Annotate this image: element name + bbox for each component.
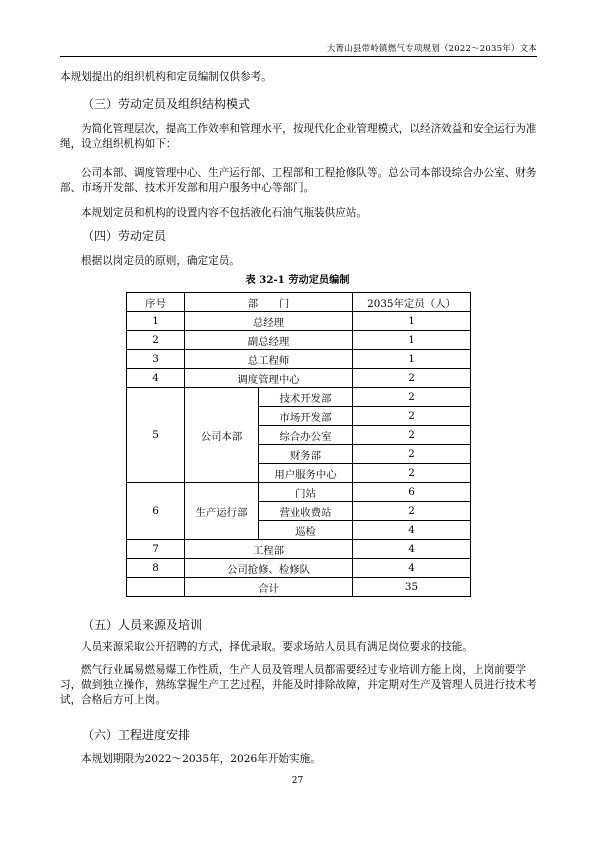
table-header-row <box>127 293 471 312</box>
header-staff: 2035年定员（人） <box>353 293 471 312</box>
row-index: 1 <box>127 312 185 331</box>
header-department: 部 门 <box>185 293 353 312</box>
intro-paragraph: 本规划提出的组织机构和定员编制仅供参考。 <box>60 71 272 83</box>
section-5-paragraph-1: 人员来源采取公开招聘的方式，择优录取。要求场站人员具有满足岗位要求的技能。 <box>81 641 473 653</box>
section-3-paragraph-1: 为简化管理层次，提高工作效率和管理水平，按现代化企业管理模式，以经济效益和安全运行为准绳，设立组织机构如下： <box>60 123 537 150</box>
page-number: 27 <box>291 776 304 786</box>
table-row <box>127 331 471 350</box>
sub-staff: 2 <box>353 388 471 407</box>
sub-department: 用户服务中心 <box>259 464 353 483</box>
table-row <box>127 312 471 331</box>
sub-staff: 4 <box>353 521 471 540</box>
sub-staff: 2 <box>353 426 471 445</box>
table-row <box>127 369 471 388</box>
row-index: 7 <box>127 540 185 559</box>
section-6-heading: （六）工程进度安排 <box>82 728 191 742</box>
section-5-paragraph-2: 燃气行业属易燃易爆工作性质，生产人员及管理人员都需要经过专业培训方能上岗，上岗前要学习，做到独立操作，熟练掌握生产工艺过程，并能及时排除故障，并定期对生产及管理人员进行技术考试，合格后方可上岗。 <box>60 664 537 706</box>
row-index: 3 <box>127 350 185 369</box>
row-staff: 1 <box>353 312 471 331</box>
total-staff: 35 <box>353 578 471 597</box>
sub-department: 综合办公室 <box>259 426 353 445</box>
table-row <box>127 540 471 559</box>
sub-department: 门站 <box>259 483 353 502</box>
group-index: 5 <box>127 388 185 483</box>
row-index: 4 <box>127 369 185 388</box>
sub-staff: 2 <box>353 407 471 426</box>
table-row <box>127 388 471 407</box>
sub-staff: 2 <box>353 445 471 464</box>
sub-staff: 2 <box>353 502 471 521</box>
table-total-row <box>127 578 471 597</box>
section-6-paragraph-1: 本规划期限为2022～2035年，2026年开始实施。 <box>81 753 321 765</box>
row-staff: 1 <box>353 350 471 369</box>
section-3-paragraph-2: 公司本部、调度管理中心、生产运行部、工程部和工程抢修队等。总公司本部设综合办公室、财务部、市场开发部、技术开发部和用户服务中心等部门。 <box>60 167 537 194</box>
table-row <box>127 559 471 578</box>
section-5-heading: （五）人员来源及培训 <box>82 618 203 632</box>
sub-staff: 6 <box>353 483 471 502</box>
group-department: 公司本部 <box>185 388 259 483</box>
row-staff: 4 <box>353 540 471 559</box>
sub-department: 市场开发部 <box>259 407 353 426</box>
row-department: 总工程师 <box>185 350 353 369</box>
row-department: 总经理 <box>185 312 353 331</box>
table-caption: 表 32-1 劳动定员编制 <box>245 274 350 286</box>
row-staff: 4 <box>353 559 471 578</box>
group-index: 6 <box>127 483 185 540</box>
sub-department: 营业收费站 <box>259 502 353 521</box>
sub-staff: 2 <box>353 464 471 483</box>
section-3-heading: （三）劳动定员及组织结构模式 <box>82 97 251 111</box>
row-department: 调度管理中心 <box>185 369 353 388</box>
header-index: 序号 <box>127 293 185 312</box>
section-4-heading: （四）劳动定员 <box>82 229 167 243</box>
row-staff: 2 <box>353 369 471 388</box>
staffing-table <box>126 292 471 597</box>
total-index-empty <box>127 578 185 597</box>
section-4-paragraph-1: 根据以岗定员的原则，确定定员。 <box>81 255 240 267</box>
row-department: 副总经理 <box>185 331 353 350</box>
sub-department: 巡检 <box>259 521 353 540</box>
group-department: 生产运行部 <box>185 483 259 540</box>
row-index: 8 <box>127 559 185 578</box>
row-index: 2 <box>127 331 185 350</box>
running-header: 大箐山县带岭镇燃气专项规划（2022～2035年）文本 <box>60 42 537 57</box>
table-row <box>127 483 471 502</box>
sub-department: 技术开发部 <box>259 388 353 407</box>
row-staff: 1 <box>353 331 471 350</box>
sub-department: 财务部 <box>259 445 353 464</box>
row-department: 工程部 <box>185 540 353 559</box>
table-row <box>127 350 471 369</box>
total-label: 合计 <box>185 578 353 597</box>
row-department: 公司抢修、检修队 <box>185 559 353 578</box>
section-3-paragraph-3: 本规划定员和机构的设置内容不包括液化石油气瓶装供应站。 <box>81 207 368 219</box>
